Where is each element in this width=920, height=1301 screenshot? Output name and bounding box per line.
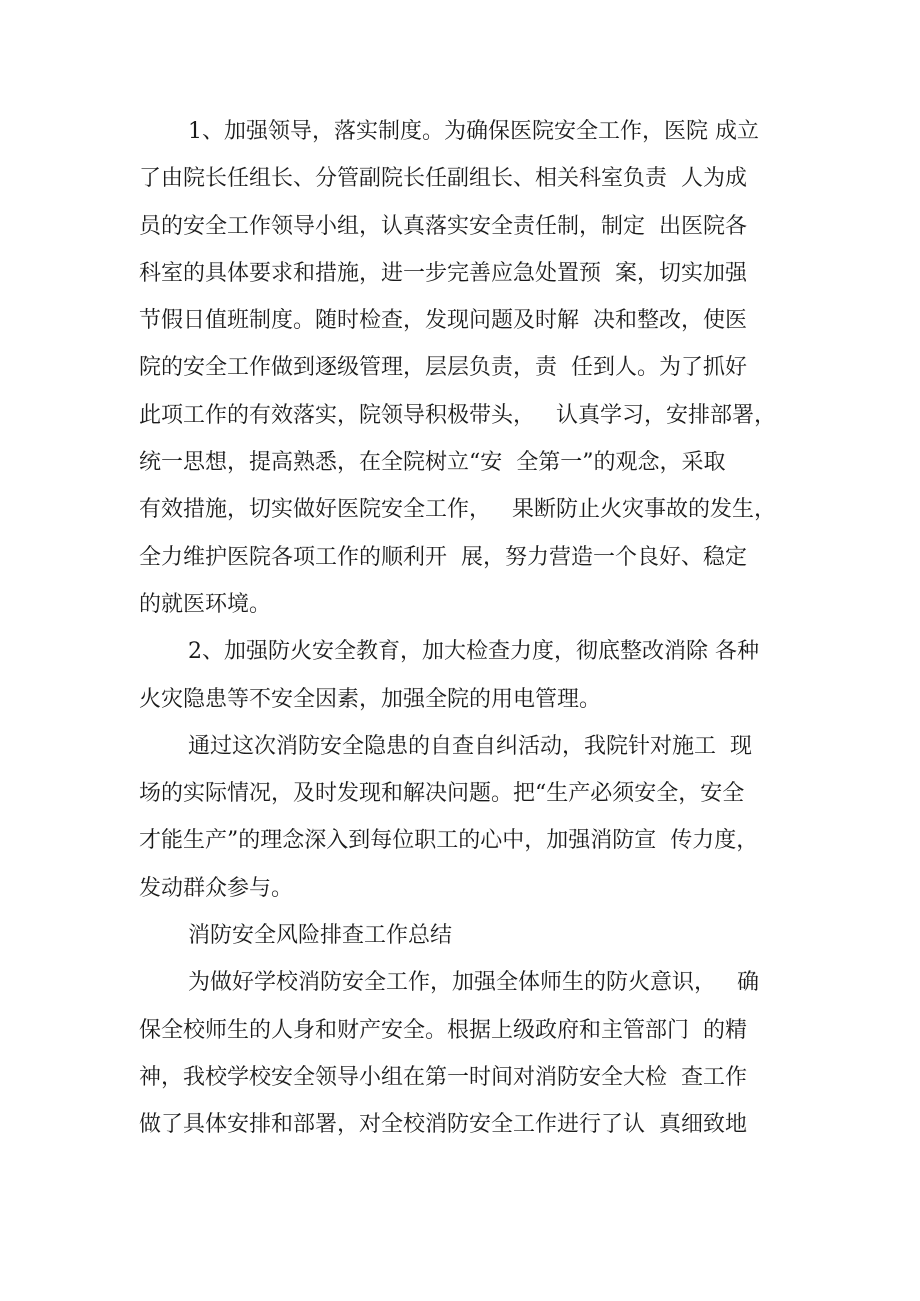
text-line: 统一思想，提高熟悉，在全院树立“安 全第一”的观念，采取 [139, 450, 726, 476]
text-line: 院的安全工作做到逐级管理，层层负责，责 任到人。为了抓好 [139, 355, 747, 381]
text-line: 通过这次消防安全隐患的自查自纠活动，我院针对施工 现 [188, 733, 752, 759]
text-line: 场的实际情况，及时发现和解决问题。把“生产必须安全，安全 [139, 781, 745, 807]
document-body [139, 108, 819, 1149]
text-line: 发动群众参与。 [139, 875, 294, 901]
text-line: 做了具体安排和部署，对全校消防安全工作进行了认 真细致地 [139, 1112, 747, 1138]
text-line: 1、加强领导，落实制度。为确保医院安全工作，医院 成立 [188, 119, 759, 144]
text-line: 有效措施，切实做好医院安全工作， 果断防止火灾事故的发生， [139, 497, 776, 523]
text-line: 此项工作的有效落实，院领导积极带头， 认真学习，安排部署， [139, 402, 776, 428]
text-line: 员的安全工作领导小组，认真落实安全责任制，制定 出医院各 [139, 213, 747, 239]
text-line: 的就医环境。 [139, 591, 272, 617]
text-line: 2、加强防火安全教育，加大检查力度，彻底整改消除 各种 [188, 639, 759, 665]
text-line: 为做好学校消防安全工作，加强全体师生的防火意识， 确 [188, 970, 759, 996]
text-line: 了由院长任组长、分管副院长任副组长、相关科室负责 人为成 [139, 166, 747, 192]
text-line: 神，我校学校安全领导小组在第一时间对消防安全大检 查工作 [139, 1064, 747, 1090]
text-line: 保全校师生的人身和财产安全。根据上级政府和主管部门 的精 [139, 1017, 747, 1043]
text-line: 才能生产”的理念深入到每位职工的心中，加强消防宣 传力度， [139, 828, 759, 854]
text-line: 科室的具体要求和措施，进一步完善应急处置预 案，切实加强 [139, 260, 747, 286]
text-line: 节假日值班制度。随时检查，发现问题及时解 决和整改，使医 [139, 308, 747, 334]
text-line: 全力维护医院各项工作的顺利开 展，努力营造一个良好、稳定 [139, 544, 747, 570]
text-line: 火灾隐患等不安全因素，加强全院的用电管理。 [139, 686, 602, 712]
section-heading: 消防安全风险排查工作总结 [188, 923, 453, 949]
